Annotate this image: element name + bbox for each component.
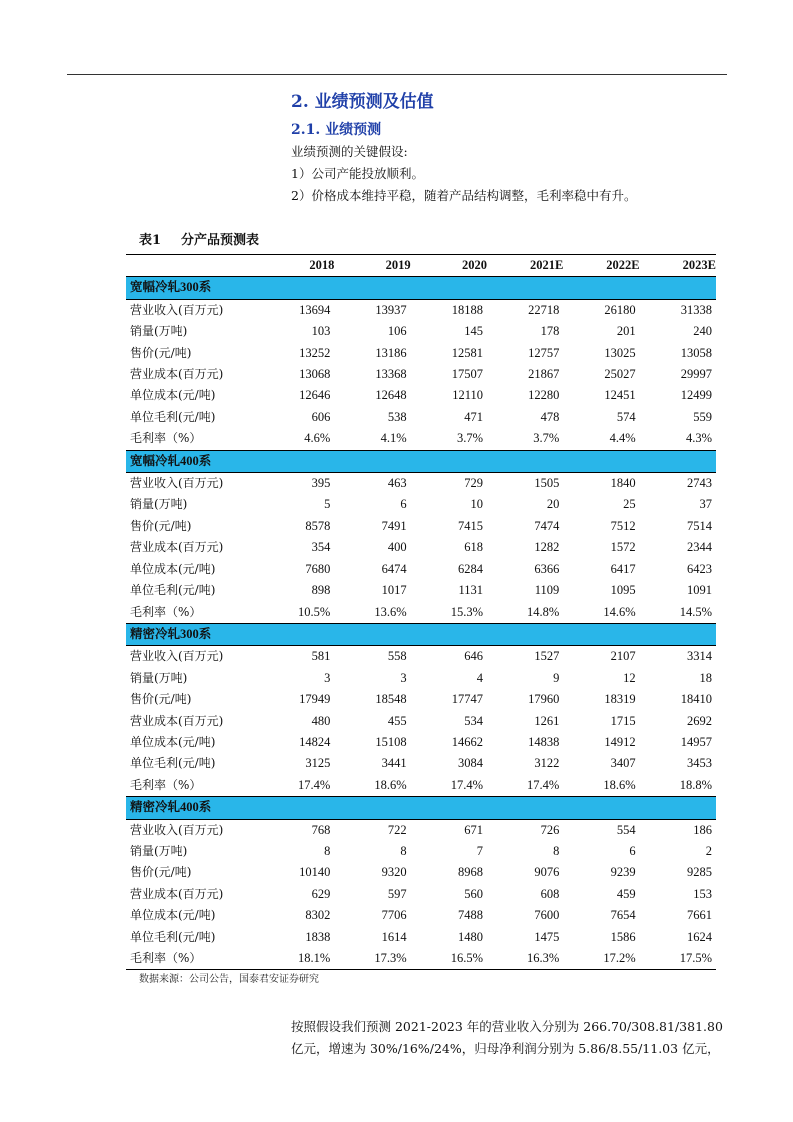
table-cell: 9 bbox=[553, 670, 560, 685]
table-row bbox=[126, 580, 716, 601]
table-caption-label: 表1 bbox=[139, 233, 162, 248]
table-cell: 560 bbox=[464, 886, 483, 901]
table-cell: 606 bbox=[311, 409, 331, 424]
table-cell: 534 bbox=[464, 713, 483, 728]
table-cell: 13694 bbox=[299, 302, 331, 317]
table-header-row bbox=[126, 255, 716, 277]
table-cell: 597 bbox=[387, 886, 407, 901]
table-cell: 7600 bbox=[534, 908, 560, 923]
table-row bbox=[126, 321, 716, 342]
table-row bbox=[126, 516, 716, 537]
table-cell: 145 bbox=[464, 324, 483, 339]
row-label: 毛利率（%） bbox=[130, 604, 202, 619]
table-row bbox=[126, 668, 716, 689]
row-label: 营业成本(百万元) bbox=[130, 367, 224, 382]
table-cell: 13068 bbox=[299, 367, 331, 382]
section-row bbox=[126, 797, 716, 819]
table-cell: 22718 bbox=[528, 302, 560, 317]
row-label: 单位毛利(元/吨) bbox=[130, 583, 216, 598]
table-cell: 2692 bbox=[687, 713, 712, 728]
table-cell: 1527 bbox=[534, 649, 560, 664]
table-cell: 722 bbox=[387, 822, 407, 837]
table-cell: 2743 bbox=[687, 476, 712, 491]
table-cell: 12646 bbox=[299, 388, 331, 403]
table-cell: 6417 bbox=[610, 561, 636, 576]
table-cell: 29997 bbox=[680, 367, 712, 382]
table-cell: 26180 bbox=[604, 302, 636, 317]
table-cell: 12581 bbox=[451, 345, 483, 360]
table-cell: 459 bbox=[616, 886, 636, 901]
table-cell: 7491 bbox=[381, 518, 407, 533]
table-cell: 12757 bbox=[528, 345, 560, 360]
table-cell: 14912 bbox=[604, 734, 636, 749]
row-label: 单位毛利(元/吨) bbox=[130, 409, 216, 424]
table-cell: 18410 bbox=[680, 692, 712, 707]
table-cell: 13937 bbox=[375, 302, 407, 317]
table-cell: 17960 bbox=[528, 692, 560, 707]
header-blank bbox=[126, 255, 258, 277]
table-cell: 18.8% bbox=[679, 777, 712, 792]
table-cell: 538 bbox=[387, 409, 407, 424]
table-cell: 7 bbox=[476, 843, 483, 858]
table-cell: 10140 bbox=[299, 865, 331, 880]
table-cell: 3 bbox=[400, 670, 407, 685]
row-label: 营业成本(百万元) bbox=[130, 540, 224, 555]
table-cell: 3441 bbox=[381, 756, 407, 771]
table-cell: 2107 bbox=[610, 649, 636, 664]
table-cell: 1715 bbox=[610, 713, 636, 728]
table-cell: 6423 bbox=[687, 561, 712, 576]
header-year: 2021E bbox=[487, 255, 563, 277]
table-cell: 898 bbox=[311, 583, 331, 598]
table-row bbox=[126, 884, 716, 905]
table-cell: 1095 bbox=[610, 583, 636, 598]
table-cell: 13368 bbox=[375, 367, 407, 382]
table-cell: 3407 bbox=[610, 756, 636, 771]
table-cell: 1505 bbox=[534, 476, 560, 491]
table-row bbox=[126, 343, 716, 364]
header-year: 2020 bbox=[411, 255, 487, 277]
header-year: 2018 bbox=[258, 255, 334, 277]
table-row bbox=[126, 364, 716, 385]
table-cell: 18.6% bbox=[603, 777, 636, 792]
table-cell: 4.1% bbox=[380, 431, 407, 446]
row-label: 营业收入(百万元) bbox=[130, 476, 224, 491]
table-cell: 103 bbox=[311, 324, 331, 339]
table-cell: 1480 bbox=[457, 929, 483, 944]
table-cell: 15108 bbox=[375, 734, 407, 749]
table-cell: 8 bbox=[553, 843, 560, 858]
header-year: 2019 bbox=[334, 255, 410, 277]
table-cell: 6 bbox=[629, 843, 636, 858]
table-cell: 18319 bbox=[604, 692, 636, 707]
table-cell: 17.2% bbox=[563, 948, 639, 970]
section-name: 精密冷轧300系 bbox=[126, 623, 716, 645]
table-cell: 671 bbox=[464, 822, 483, 837]
table-cell: 15.3% bbox=[450, 604, 483, 619]
table-cell: 13186 bbox=[375, 345, 407, 360]
table-row bbox=[126, 711, 716, 732]
table-cell: 608 bbox=[540, 886, 560, 901]
table-cell: 6284 bbox=[457, 561, 483, 576]
row-label: 毛利率（%） bbox=[126, 948, 258, 970]
table-row bbox=[126, 948, 716, 970]
table-row bbox=[126, 559, 716, 580]
table-cell: 31338 bbox=[680, 302, 712, 317]
table-cell: 729 bbox=[464, 476, 483, 491]
table-cell: 1091 bbox=[687, 583, 712, 598]
table-cell: 4 bbox=[476, 670, 483, 685]
table-cell: 1261 bbox=[534, 713, 560, 728]
table-cell: 12110 bbox=[452, 388, 483, 403]
header-year: 2022E bbox=[563, 255, 639, 277]
conclusion-line-2: 亿元，增速为 30%/16%/24%，归母净利润分别为 5.86/8.55/11.03 亿元， bbox=[291, 1041, 720, 1056]
table-cell: 12 bbox=[623, 670, 636, 685]
section-name: 精密冷轧400系 bbox=[126, 797, 716, 819]
table-cell: 6474 bbox=[381, 561, 407, 576]
table-cell: 18188 bbox=[451, 302, 483, 317]
table-cell: 17507 bbox=[451, 367, 483, 382]
table-row bbox=[126, 473, 716, 495]
table-cell: 3.7% bbox=[533, 431, 560, 446]
table-cell: 2 bbox=[705, 843, 712, 858]
table-cell: 3125 bbox=[305, 756, 331, 771]
row-label: 营业收入(百万元) bbox=[130, 822, 224, 837]
table-cell: 480 bbox=[311, 713, 331, 728]
table-cell: 10 bbox=[470, 497, 483, 512]
table-cell: 1109 bbox=[534, 583, 560, 598]
table-cell: 6366 bbox=[534, 561, 560, 576]
table-cell: 37 bbox=[699, 497, 712, 512]
table-cell: 3084 bbox=[457, 756, 483, 771]
table-caption bbox=[139, 229, 259, 248]
table-cell: 581 bbox=[311, 649, 331, 664]
row-label: 售价(元/吨) bbox=[130, 345, 192, 360]
row-label: 毛利率（%） bbox=[130, 777, 202, 792]
table-cell: 646 bbox=[464, 649, 483, 664]
table-cell: 7474 bbox=[534, 518, 560, 533]
table-cell: 574 bbox=[616, 409, 636, 424]
table-cell: 14.5% bbox=[679, 604, 712, 619]
row-label: 销量(万吨) bbox=[130, 497, 188, 512]
table-cell: 12648 bbox=[375, 388, 407, 403]
table-cell: 17.4% bbox=[450, 777, 483, 792]
row-label: 单位成本(元/吨) bbox=[130, 561, 216, 576]
row-label: 单位毛利(元/吨) bbox=[130, 756, 216, 771]
table-cell: 10.5% bbox=[298, 604, 331, 619]
table-cell: 18 bbox=[699, 670, 712, 685]
table-body bbox=[126, 277, 716, 970]
table-cell: 471 bbox=[464, 409, 483, 424]
section-row bbox=[126, 277, 716, 299]
table-row bbox=[126, 905, 716, 926]
table-cell: 17.5% bbox=[640, 948, 716, 970]
table-cell: 13252 bbox=[299, 345, 331, 360]
table-cell: 9285 bbox=[687, 865, 712, 880]
table-cell: 14838 bbox=[528, 734, 560, 749]
table-cell: 478 bbox=[540, 409, 560, 424]
table-cell: 13058 bbox=[680, 345, 712, 360]
table-cell: 7415 bbox=[457, 518, 483, 533]
table-cell: 12280 bbox=[528, 388, 560, 403]
table-cell: 16.3% bbox=[487, 948, 563, 970]
table-row bbox=[126, 494, 716, 515]
table-row bbox=[126, 407, 716, 428]
table-cell: 25027 bbox=[604, 367, 636, 382]
table-cell: 178 bbox=[540, 324, 560, 339]
table-cell: 1840 bbox=[610, 476, 636, 491]
row-label: 单位成本(元/吨) bbox=[130, 388, 216, 403]
table-cell: 17.4% bbox=[527, 777, 560, 792]
table-cell: 726 bbox=[540, 822, 560, 837]
table-cell: 9076 bbox=[534, 865, 560, 880]
table-cell: 7514 bbox=[687, 518, 712, 533]
table-cell: 6 bbox=[400, 497, 407, 512]
table-row bbox=[126, 753, 716, 774]
table-cell: 1475 bbox=[534, 929, 560, 944]
table-row bbox=[126, 819, 716, 841]
table-cell: 17949 bbox=[299, 692, 331, 707]
table-cell: 4.3% bbox=[685, 431, 712, 446]
table-cell: 13025 bbox=[604, 345, 636, 360]
table-cell: 3 bbox=[324, 670, 331, 685]
table-cell: 1586 bbox=[610, 929, 636, 944]
table-cell: 554 bbox=[616, 822, 636, 837]
table-cell: 201 bbox=[616, 324, 636, 339]
row-label: 营业成本(百万元) bbox=[130, 886, 224, 901]
table-cell: 8 bbox=[400, 843, 407, 858]
section-row bbox=[126, 623, 716, 645]
table-cell: 12451 bbox=[604, 388, 636, 403]
row-label: 销量(万吨) bbox=[130, 843, 188, 858]
table-cell: 768 bbox=[311, 822, 331, 837]
data-source-note: 数据来源：公司公告，国泰君安证券研究 bbox=[139, 974, 319, 985]
table-cell: 2344 bbox=[687, 540, 712, 555]
table-cell: 3.7% bbox=[456, 431, 483, 446]
section-name: 宽幅冷轧400系 bbox=[126, 450, 716, 472]
table-row bbox=[126, 646, 716, 668]
table-cell: 8302 bbox=[305, 908, 331, 923]
table-cell: 106 bbox=[387, 324, 407, 339]
table-cell: 7706 bbox=[381, 908, 407, 923]
table-cell: 14.8% bbox=[527, 604, 560, 619]
subsection-heading: 2.1. 业绩预测 bbox=[291, 122, 382, 138]
table-cell: 240 bbox=[693, 324, 712, 339]
table-cell: 21867 bbox=[528, 367, 560, 382]
table-cell: 1282 bbox=[534, 540, 560, 555]
section-row bbox=[126, 450, 716, 472]
table-cell: 1838 bbox=[305, 929, 331, 944]
table-cell: 18.6% bbox=[374, 777, 407, 792]
row-label: 营业收入(百万元) bbox=[130, 302, 224, 317]
table-row bbox=[126, 862, 716, 883]
table-row bbox=[126, 537, 716, 558]
table-row bbox=[126, 689, 716, 710]
table-cell: 7661 bbox=[687, 908, 712, 923]
table-cell: 14.6% bbox=[603, 604, 636, 619]
table-cell: 18.1% bbox=[258, 948, 334, 970]
table-cell: 8968 bbox=[457, 865, 483, 880]
table-cell: 3453 bbox=[687, 756, 712, 771]
table-cell: 1572 bbox=[610, 540, 636, 555]
table-row bbox=[126, 385, 716, 406]
table-cell: 7488 bbox=[457, 908, 483, 923]
table-cell: 9320 bbox=[381, 865, 407, 880]
row-label: 毛利率（%） bbox=[130, 431, 202, 446]
header-year: 2023E bbox=[640, 255, 716, 277]
row-label: 售价(元/吨) bbox=[130, 865, 192, 880]
table-cell: 558 bbox=[387, 649, 407, 664]
table-row bbox=[126, 775, 716, 797]
table-cell: 354 bbox=[311, 540, 331, 555]
table-cell: 12499 bbox=[680, 388, 712, 403]
table-cell: 1131 bbox=[458, 583, 483, 598]
assumption-item-1: 1）公司产能投放顺利。 bbox=[291, 166, 424, 181]
table-cell: 1614 bbox=[381, 929, 407, 944]
section-heading: 2. 业绩预测及估值 bbox=[291, 92, 434, 112]
table-cell: 25 bbox=[623, 497, 636, 512]
table-cell: 455 bbox=[387, 713, 407, 728]
header-rule bbox=[67, 74, 727, 75]
table-cell: 8578 bbox=[305, 518, 331, 533]
table-cell: 3122 bbox=[534, 756, 560, 771]
row-label: 营业收入(百万元) bbox=[130, 649, 224, 664]
table-cell: 186 bbox=[693, 822, 712, 837]
table-cell: 1017 bbox=[381, 583, 407, 598]
row-label: 销量(万吨) bbox=[130, 670, 188, 685]
table-cell: 463 bbox=[387, 476, 407, 491]
product-forecast-table bbox=[126, 254, 716, 970]
row-label: 售价(元/吨) bbox=[130, 692, 192, 707]
assumption-item-2: 2）价格成本维持平稳，随着产品结构调整，毛利率稳中有升。 bbox=[291, 188, 637, 203]
table-cell: 629 bbox=[311, 886, 331, 901]
table-cell: 16.5% bbox=[411, 948, 487, 970]
table-row bbox=[126, 841, 716, 862]
table-cell: 4.6% bbox=[304, 431, 331, 446]
row-label: 营业成本(百万元) bbox=[130, 713, 224, 728]
table-row bbox=[126, 927, 716, 948]
row-label: 销量(万吨) bbox=[130, 324, 188, 339]
table-cell: 17.3% bbox=[334, 948, 410, 970]
table-cell: 5 bbox=[324, 497, 331, 512]
table-cell: 14824 bbox=[299, 734, 331, 749]
section-name: 宽幅冷轧300系 bbox=[126, 277, 716, 299]
table-cell: 7680 bbox=[305, 561, 331, 576]
row-label: 单位成本(元/吨) bbox=[130, 734, 216, 749]
table-cell: 7512 bbox=[610, 518, 636, 533]
conclusion-line-1: 按照假设我们预测 2021-2023 年的营业收入分别为 266.70/308.81/381.80 bbox=[291, 1019, 723, 1034]
table-cell: 400 bbox=[387, 540, 407, 555]
table-row bbox=[126, 732, 716, 753]
table-cell: 9239 bbox=[610, 865, 636, 880]
table-cell: 17.4% bbox=[298, 777, 331, 792]
table-cell: 1624 bbox=[687, 929, 712, 944]
table-row bbox=[126, 602, 716, 624]
table-cell: 3314 bbox=[687, 649, 712, 664]
assumptions-intro: 业绩预测的关键假设: bbox=[291, 144, 408, 159]
table-cell: 559 bbox=[693, 409, 712, 424]
table-caption-title: 分产品预测表 bbox=[181, 233, 260, 248]
table-row bbox=[126, 428, 716, 450]
table-cell: 8 bbox=[324, 843, 331, 858]
table-cell: 4.4% bbox=[609, 431, 636, 446]
table-cell: 13.6% bbox=[374, 604, 407, 619]
table-cell: 14957 bbox=[680, 734, 712, 749]
table-row bbox=[126, 299, 716, 321]
table-cell: 14662 bbox=[451, 734, 483, 749]
table-cell: 395 bbox=[311, 476, 331, 491]
row-label: 单位毛利(元/吨) bbox=[130, 929, 216, 944]
table-cell: 20 bbox=[546, 497, 560, 512]
row-label: 单位成本(元/吨) bbox=[130, 908, 216, 923]
table-cell: 618 bbox=[464, 540, 483, 555]
table-cell: 17747 bbox=[451, 692, 483, 707]
table-cell: 18548 bbox=[375, 692, 407, 707]
row-label: 售价(元/吨) bbox=[130, 518, 192, 533]
table-cell: 153 bbox=[693, 886, 712, 901]
table-cell: 7654 bbox=[610, 908, 636, 923]
